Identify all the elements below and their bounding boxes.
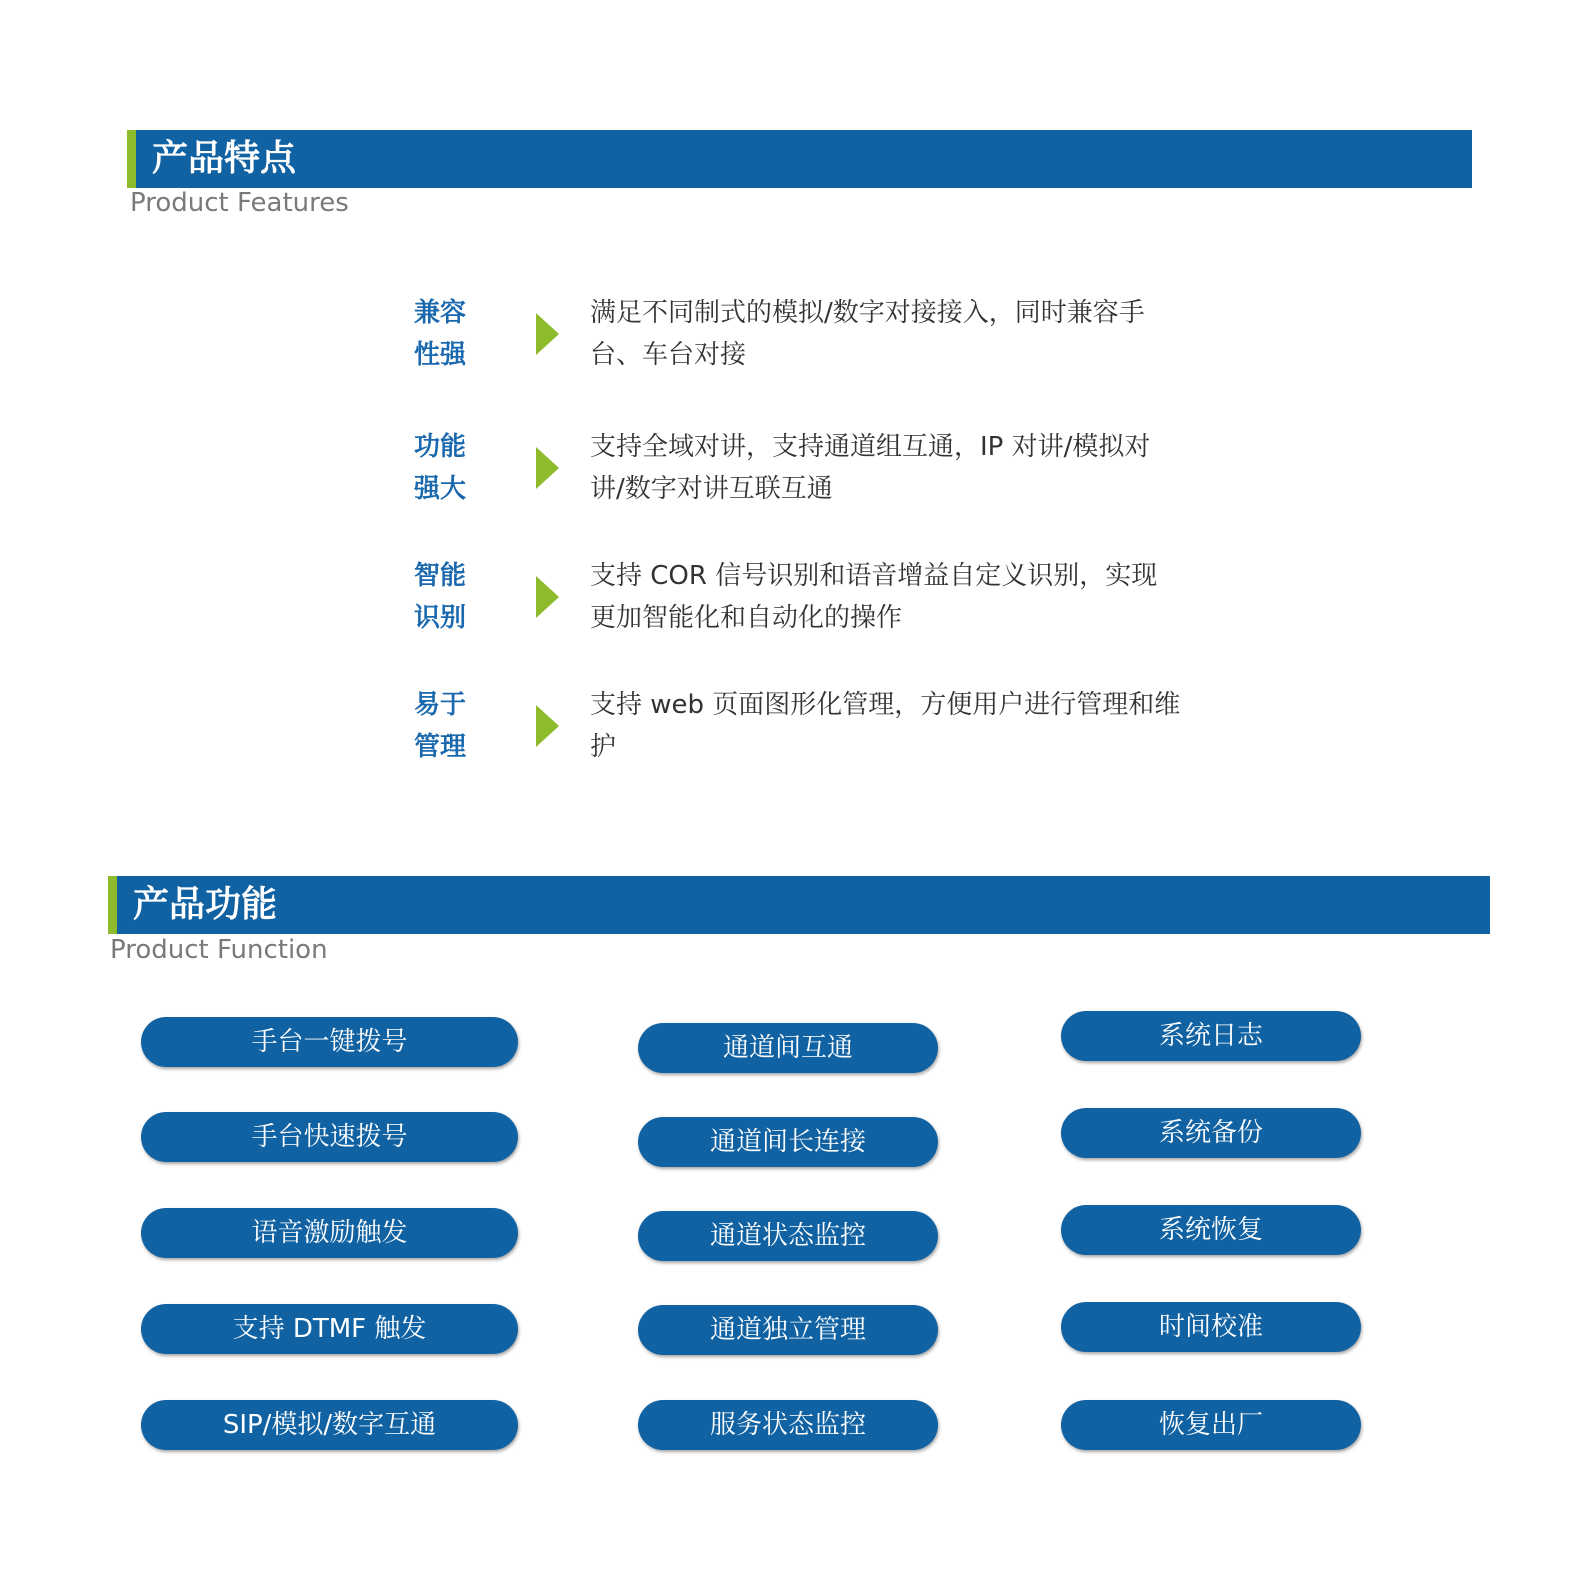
functions-section-title: 产品功能 bbox=[133, 884, 278, 925]
function-pill: 系统恢复 bbox=[1061, 1205, 1361, 1255]
function-pill: 通道独立管理 bbox=[638, 1305, 938, 1355]
feature-description: 支持全域对讲，支持通道组互通，IP 对讲/模拟对讲/数字对讲互联互通 bbox=[590, 432, 1151, 504]
function-pill: 通道间互通 bbox=[638, 1023, 938, 1073]
functions-section-header bbox=[108, 876, 1490, 934]
triangle-arrow-icon bbox=[536, 447, 559, 489]
feature-easy-management bbox=[0, 684, 1588, 784]
features-section-header bbox=[127, 130, 1472, 188]
feature-name: 智能识别 bbox=[414, 561, 467, 633]
features-section-subtitle: Product Features bbox=[130, 188, 349, 218]
function-pill: SIP/模拟/数字互通 bbox=[141, 1400, 518, 1450]
feature-description: 满足不同制式的模拟/数字对接接入，同时兼容手台、车台对接 bbox=[590, 298, 1145, 370]
function-pill: 手台一键拨号 bbox=[141, 1017, 518, 1067]
feature-compatibility bbox=[0, 292, 1588, 392]
function-pill: 语音激励触发 bbox=[141, 1208, 518, 1258]
function-pill: 服务状态监控 bbox=[638, 1400, 938, 1450]
feature-name: 兼容性强 bbox=[414, 298, 467, 370]
feature-powerful bbox=[0, 426, 1588, 526]
feature-name: 功能强大 bbox=[414, 432, 467, 504]
triangle-arrow-icon bbox=[536, 576, 559, 618]
function-pill: 系统备份 bbox=[1061, 1108, 1361, 1158]
triangle-arrow-icon bbox=[536, 705, 559, 747]
triangle-arrow-icon bbox=[536, 313, 559, 355]
feature-name: 易于管理 bbox=[414, 690, 467, 762]
function-pill: 恢复出厂 bbox=[1061, 1400, 1361, 1450]
feature-smart-recognition bbox=[0, 555, 1588, 655]
feature-description: 支持 COR 信号识别和语音增益自定义识别，实现更加智能化和自动化的操作 bbox=[590, 561, 1158, 633]
function-pill: 通道状态监控 bbox=[638, 1211, 938, 1261]
function-pill: 系统日志 bbox=[1061, 1011, 1361, 1061]
functions-section-subtitle: Product Function bbox=[110, 935, 328, 965]
features-section-title: 产品特点 bbox=[152, 138, 297, 179]
feature-description: 支持 web 页面图形化管理，方便用户进行管理和维护 bbox=[590, 690, 1181, 762]
function-pill: 手台快速拨号 bbox=[141, 1112, 518, 1162]
function-pill: 时间校准 bbox=[1061, 1302, 1361, 1352]
function-pill: 支持 DTMF 触发 bbox=[141, 1304, 518, 1354]
function-pill: 通道间长连接 bbox=[638, 1117, 938, 1167]
